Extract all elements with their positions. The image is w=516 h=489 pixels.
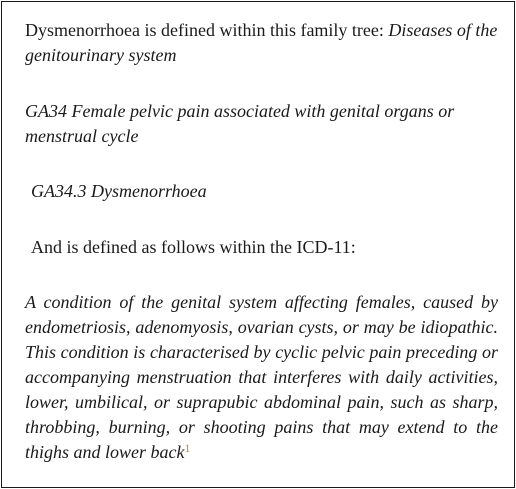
definition-paragraph — [25, 290, 498, 465]
definition-intro: And is defined as follows within the ICD-11: — [31, 237, 356, 257]
code-entry: GA34.3 Dysmenorrhoea — [31, 181, 207, 201]
definition-text: A condition of the genital system affecting females, caused by endometriosis, adenomyosis, ovarian cysts, or may be idiopathic. This condition is characterised by cyclic pelvic pain preceding or accompanying menstruation that interferes with daily activities, lower, umbilical, or suprapubic abdominal pain, such as sharp, throbbing, burning, or shooting pains that may extend to the thighs and lower back — [25, 292, 498, 462]
category-name: Diseases of the genitourinary system — [25, 20, 498, 65]
footnote-link[interactable]: 1 — [184, 441, 191, 455]
definition-box — [1, 1, 515, 488]
parent-category: GA34 Female pelvic pain associated with genital organs or menstrual cycle — [25, 101, 455, 146]
intro-paragraph — [25, 18, 503, 68]
intro-text: Dysmenorrhoea is defined within this family tree: — [25, 20, 389, 40]
